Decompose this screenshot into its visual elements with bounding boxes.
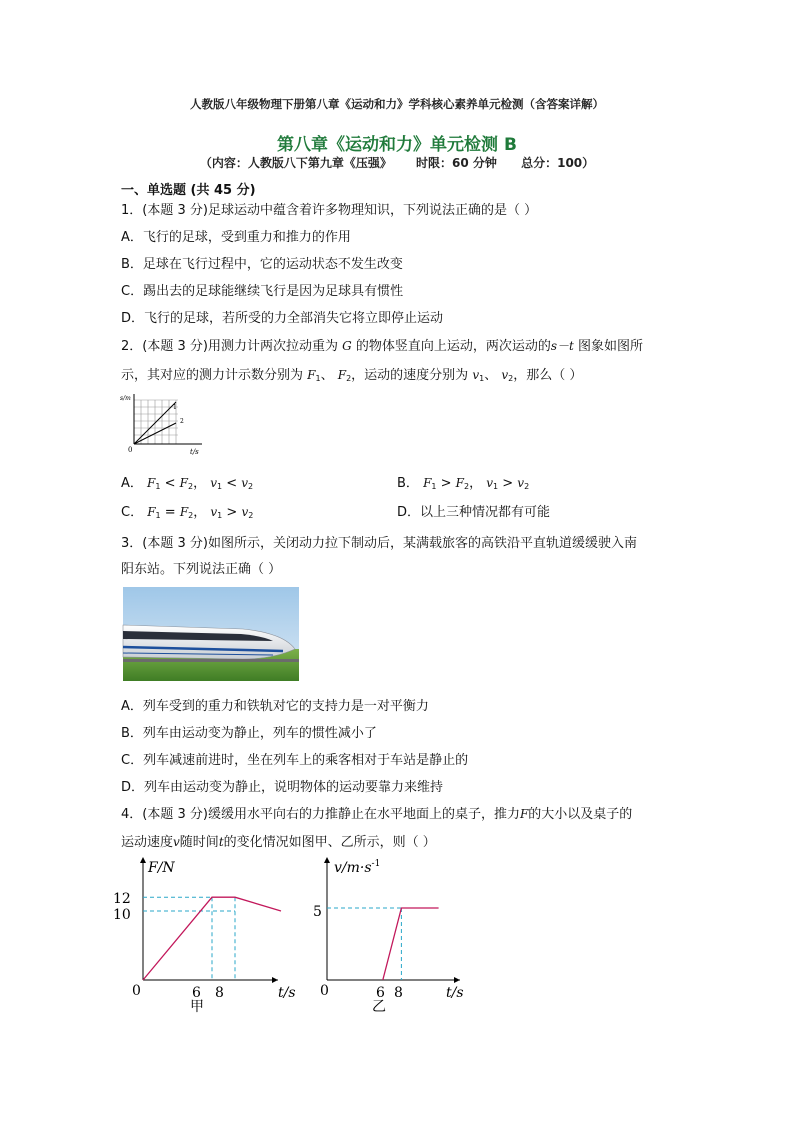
q3-option-b: B．列车由运动变为静止，列车的惯性减小了 bbox=[121, 726, 377, 741]
y-tick-12: 12 bbox=[113, 891, 131, 907]
x-tick-8: 8 bbox=[394, 985, 403, 1001]
q1-option-b: B．足球在飞行过程中，它的运动状态不发生改变 bbox=[121, 257, 403, 272]
q1-option-a: A．飞行的足球，受到重力和推力的作用 bbox=[121, 230, 351, 245]
origin-label: 0 bbox=[128, 446, 133, 454]
section-title: 一、单选题 (共 45 分) bbox=[121, 183, 256, 198]
y-axis-label: s/m bbox=[120, 395, 131, 402]
document-header: 人教版八年级物理下册第八章《运动和力》学科核心素养单元检测（含答案详解） bbox=[190, 97, 604, 111]
content-scope: （内容：人教版八下第九章《压强》 bbox=[199, 156, 392, 170]
x-axis-arrow bbox=[454, 977, 460, 983]
q3-option-c: C．列车减速前进时，坐在列车上的乘客相对于车站是静止的 bbox=[121, 753, 469, 768]
q1-stem: 1．(本题 3 分)足球运动中蕴含着许多物理知识，下列说法正确的是（ ） bbox=[121, 203, 538, 218]
origin-label: 0 bbox=[132, 983, 141, 999]
y-axis-arrow bbox=[324, 857, 330, 863]
q2-option-a: A． $F_1 < F_2$， $v_1 < v_2$ bbox=[121, 476, 254, 491]
x-axis-label: t/s bbox=[190, 448, 199, 456]
y-tick-10: 10 bbox=[113, 907, 131, 923]
high-speed-train-photo bbox=[123, 587, 299, 681]
q1-option-c: C．踢出去的足球能继续飞行是因为足球具有惯性 bbox=[121, 284, 404, 299]
x-tick-6: 6 bbox=[376, 985, 385, 1001]
q2-st-graph bbox=[118, 392, 208, 462]
q3-stem-line2: 阳东站。下列说法正确（ ） bbox=[121, 562, 282, 577]
y-axis-label: F/N bbox=[148, 860, 175, 876]
q3-stem-line1: 3．(本题 3 分)如图所示，关闭动力拉下制动后，某满载旅客的高铁沿平直轨道缓缓驶入南 bbox=[121, 536, 637, 551]
q2-stem-line2: 示，其对应的测力计示数分别为 $F_1$、 $F_2$，运动的速度分别为 $v_1$、 $v_2$，那么（ ） bbox=[121, 368, 583, 383]
series-2-label: 2 bbox=[180, 418, 184, 425]
q2-option-b: B． $F_1 > F_2$， $v_1 > v_2$ bbox=[397, 476, 530, 491]
y-axis-arrow bbox=[140, 857, 146, 863]
q2-option-c: C． $F_1 = F_2$， $v_1 > v_2$ bbox=[121, 505, 254, 520]
document-title: 第八章《运动和力》单元检测 B bbox=[277, 135, 517, 155]
q2-stem-line1: 2．(本题 3 分)用测力计两次拉动重为 G 的物体竖直向上运动，两次运动的s－t 图象如图所 bbox=[121, 339, 643, 354]
y-tick-5: 5 bbox=[313, 904, 322, 920]
velocity-curve bbox=[383, 908, 439, 980]
graph-caption: 乙 bbox=[372, 999, 386, 1015]
x-tick-8: 8 bbox=[215, 985, 224, 1001]
graph-caption: 甲 bbox=[190, 999, 204, 1015]
graph-yi bbox=[310, 853, 470, 1015]
q4-stem-line1: 4．(本题 3 分)缓缓用水平向右的力推静止在水平地面上的桌子，推力F的大小以及桌子的 bbox=[121, 807, 633, 822]
q3-option-d: D．列车由运动变为静止，说明物体的运动要靠力来维持 bbox=[121, 780, 444, 795]
total-score: 总分：100） bbox=[521, 156, 595, 170]
series-1-label: 1 bbox=[173, 404, 177, 411]
x-tick-6: 6 bbox=[192, 985, 201, 1001]
q1-option-d: D．飞行的足球，若所受的力全部消失它将立即停止运动 bbox=[121, 311, 444, 326]
document-info bbox=[0, 154, 794, 171]
origin-label: 0 bbox=[320, 983, 329, 999]
x-axis-label: t/s bbox=[278, 985, 296, 1001]
graph-jia bbox=[110, 853, 296, 1015]
time-limit: 时限：60 分钟 bbox=[416, 156, 497, 170]
train-illustration bbox=[123, 587, 299, 681]
q3-option-a: A．列车受到的重力和铁轨对它的支持力是一对平衡力 bbox=[121, 699, 429, 714]
x-axis-label: t/s bbox=[446, 985, 464, 1001]
q4-stem-line2: 运动速度v随时间t的变化情况如图甲、乙所示，则（ ） bbox=[121, 835, 436, 850]
y-axis-label: $v/m\cdot s^{-1}$ bbox=[334, 859, 381, 876]
x-axis-arrow bbox=[272, 977, 278, 983]
q2-option-d: D．以上三种情况都有可能 bbox=[397, 505, 551, 520]
